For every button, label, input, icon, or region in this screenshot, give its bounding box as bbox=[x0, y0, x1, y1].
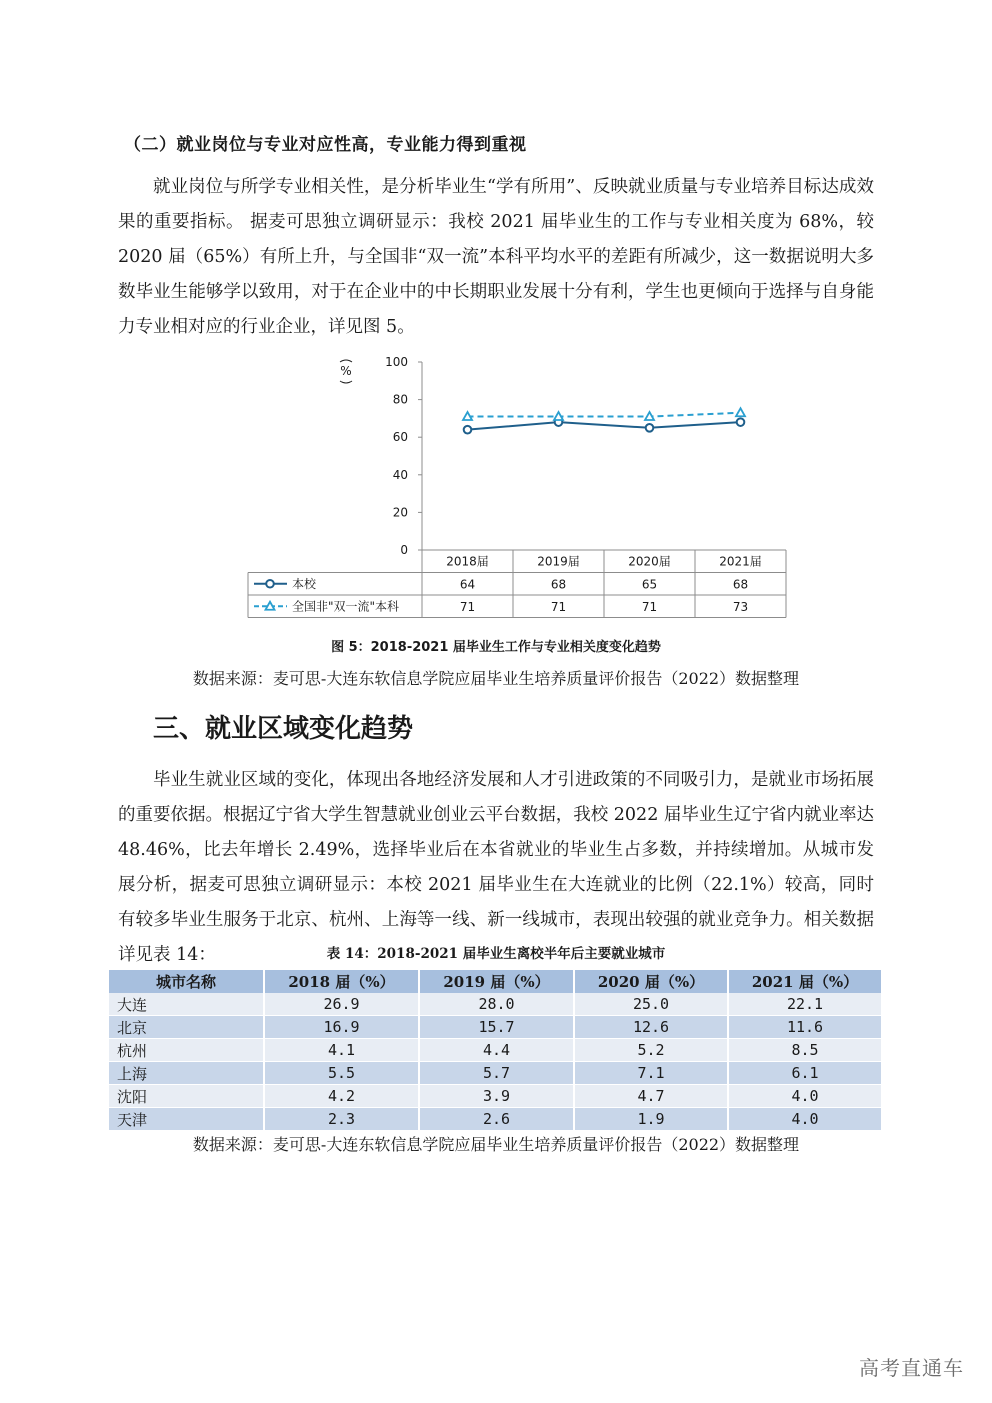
data-point bbox=[736, 408, 745, 416]
value-cell: 12.6 bbox=[574, 1016, 728, 1039]
city-table bbox=[109, 970, 883, 1131]
y-tick-label: 40 bbox=[392, 467, 408, 482]
table-row bbox=[109, 1062, 882, 1085]
table-row bbox=[109, 1085, 882, 1108]
value-cell: 25.0 bbox=[574, 993, 728, 1016]
source-note: 数据来源：麦可思-大连东软信息学院应届毕业生培养质量评价报告（2022）数据整理 bbox=[192, 669, 800, 688]
x-category-label: 2019届 bbox=[537, 554, 580, 569]
x-category-label: 2018届 bbox=[446, 554, 489, 569]
data-point bbox=[646, 424, 654, 432]
data-value-label: 68 bbox=[732, 577, 749, 592]
value-cell: 1.9 bbox=[574, 1108, 728, 1131]
table-row bbox=[109, 1039, 882, 1062]
data-point bbox=[463, 412, 472, 420]
value-cell: 4.4 bbox=[419, 1039, 574, 1062]
header-cell: 2020 届（%） bbox=[574, 970, 728, 993]
chart-svg bbox=[245, 350, 790, 625]
data-value-label: 71 bbox=[641, 600, 658, 614]
value-cell: 11.6 bbox=[728, 1016, 882, 1039]
y-tick-label: 0 bbox=[400, 543, 408, 557]
value-cell: 16.9 bbox=[264, 1016, 419, 1039]
city-name-cell: 杭州 bbox=[109, 1039, 264, 1062]
paragraph-job-relevance: 就业岗位与所学专业相关性，是分析毕业生“学有所用”、反映就业质量与专业培养目标达成效果的重要指标。 据麦可思独立调研显示：我校 2021 届毕业生的工作与专业相关度为 68%，较 2020 届（65%）有所上升，与全国非“双一流”本科平均水平的差距有所减少，这一数据说明大多数毕业生能够学以致用，对于在企业中的中长期职业发展十分有利，学生也更倾向于选择与自身能力专业相对应的行业企业，详见图 5。 bbox=[118, 177, 874, 337]
legend-label: 本校 bbox=[292, 576, 317, 591]
data-point bbox=[737, 418, 745, 426]
data-point bbox=[554, 412, 563, 420]
y-tick-label: 20 bbox=[392, 505, 408, 520]
value-cell: 4.0 bbox=[728, 1108, 882, 1131]
data-value-label: 68 bbox=[550, 577, 567, 592]
value-cell: 3.9 bbox=[419, 1085, 574, 1108]
series-line-1 bbox=[468, 422, 741, 430]
table-row bbox=[109, 1108, 882, 1131]
data-value-label: 71 bbox=[459, 600, 476, 614]
y-axis-label-paren-top bbox=[340, 360, 352, 362]
city-name-cell: 上海 bbox=[109, 1062, 264, 1085]
value-cell: 4.7 bbox=[574, 1085, 728, 1108]
relevance-chart bbox=[245, 350, 790, 625]
data-point bbox=[645, 412, 654, 420]
data-value-label: 65 bbox=[641, 577, 658, 592]
section-heading: （二）就业岗位与专业对应性高，专业能力得到重视 bbox=[124, 135, 527, 155]
header-cell: 2021 届（%） bbox=[728, 970, 882, 993]
data-value-label: 64 bbox=[459, 577, 476, 592]
value-cell: 15.7 bbox=[419, 1016, 574, 1039]
legend-marker bbox=[266, 602, 275, 610]
header-cell: 2018 届（%） bbox=[264, 970, 419, 993]
table-row bbox=[109, 993, 882, 1016]
header-cell: 城市名称 bbox=[109, 970, 264, 993]
data-value-label: 73 bbox=[732, 600, 749, 614]
header-cell: 2019 届（%） bbox=[419, 970, 574, 993]
chapter-title: 三、就业区域变化趋势 bbox=[153, 714, 414, 744]
paragraph-region: 毕业生就业区域的变化，体现出各地经济发展和人才引进政策的不同吸引力，是就业市场拓展的重要依据。根据辽宁省大学生智慧就业创业云平台数据，我校 2022 届毕业生辽宁省内就业率达 48.46%，比去年增长 2.49%，选择毕业后在本省就业的毕业生占多数，并持续增加。从城市发展分析，据麦可思独立调研显示：本校 2021 届毕业生在大连就业的比例（22.1%）较高，同时有较多毕业生服务于北京、杭州、上海等一线、新一线城市，表现出较强的就业竞争力。相关数据详见表 14： bbox=[118, 770, 874, 965]
y-tick-label: 100 bbox=[385, 355, 408, 369]
value-cell: 7.1 bbox=[574, 1062, 728, 1085]
value-cell: 5.2 bbox=[574, 1039, 728, 1062]
city-name-cell: 天津 bbox=[109, 1108, 264, 1131]
data-point bbox=[464, 426, 472, 434]
table-caption: 表 14：2018-2021 届毕业生离校半年后主要就业城市 bbox=[326, 946, 666, 962]
value-cell: 6.1 bbox=[728, 1062, 882, 1085]
data-value-label: 71 bbox=[550, 600, 567, 614]
city-name-cell: 大连 bbox=[109, 993, 264, 1016]
table-row bbox=[109, 1016, 882, 1039]
watermark: 高考直通车 bbox=[859, 1356, 964, 1380]
value-cell: 5.5 bbox=[264, 1062, 419, 1085]
y-axis-label: % bbox=[340, 364, 352, 378]
value-cell: 22.1 bbox=[728, 993, 882, 1016]
table-header-row bbox=[109, 970, 882, 993]
value-cell: 8.5 bbox=[728, 1039, 882, 1062]
value-cell: 4.2 bbox=[264, 1085, 419, 1108]
value-cell: 5.7 bbox=[419, 1062, 574, 1085]
value-cell: 28.0 bbox=[419, 993, 574, 1016]
value-cell: 26.9 bbox=[264, 993, 419, 1016]
x-category-label: 2020届 bbox=[628, 554, 671, 569]
x-category-label: 2021届 bbox=[719, 554, 762, 569]
value-cell: 4.1 bbox=[264, 1039, 419, 1062]
y-axis-label-paren-bottom bbox=[340, 381, 352, 383]
legend-label: 全国非"双一流"本科 bbox=[292, 599, 400, 614]
y-tick-label: 60 bbox=[392, 430, 408, 445]
value-cell: 2.3 bbox=[264, 1108, 419, 1131]
legend-marker bbox=[266, 580, 274, 588]
value-cell: 4.0 bbox=[728, 1085, 882, 1108]
city-name-cell: 北京 bbox=[109, 1016, 264, 1039]
value-cell: 2.6 bbox=[419, 1108, 574, 1131]
series-line-2 bbox=[468, 413, 741, 417]
city-name-cell: 沈阳 bbox=[109, 1085, 264, 1108]
source-note: 数据来源：麦可思-大连东软信息学院应届毕业生培养质量评价报告（2022）数据整理 bbox=[192, 1135, 800, 1154]
y-tick-label: 80 bbox=[392, 392, 408, 407]
figure-caption: 图 5：2018-2021 届毕业生工作与专业相关度变化趋势 bbox=[331, 640, 661, 655]
